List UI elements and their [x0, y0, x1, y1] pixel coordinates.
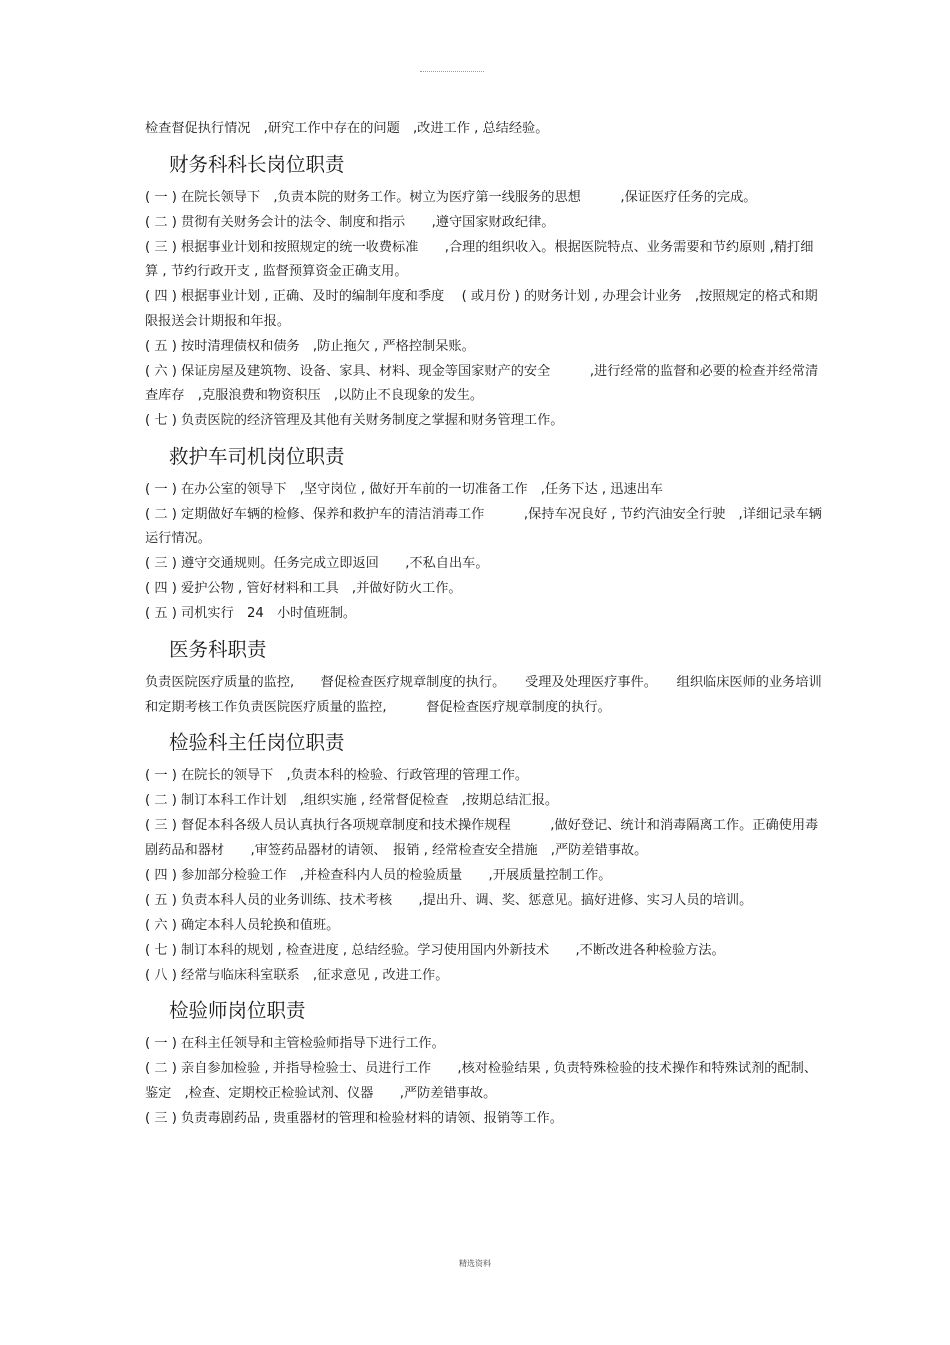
duty-item: ( 五 ) 司机实行 24 小时值班制。 — [145, 606, 357, 622]
duty-item: ( 八 ) 经常与临床科室联系 ,征求意见 , 改进工作。 — [145, 967, 449, 983]
duty-item: ( 五 ) 按时清理债权和债务 ,防止拖欠 , 严格控制呆账。 — [145, 338, 475, 354]
duty-item: ( 二 ) 贯彻有关财务会计的法令、制度和指示 ,遵守国家财政纪律。 — [145, 214, 555, 230]
section-medical-affairs — [145, 637, 825, 720]
section-finance-chief — [145, 152, 825, 434]
document-body — [145, 117, 825, 1132]
duty-item: ( 七 ) 负责医院的经济管理及其他有关财务制度之掌握和财务管理工作。 — [145, 413, 564, 429]
header-rule — [420, 71, 484, 72]
duty-item: ( 二 ) 亲自参加检验 , 并指导检验士、员进行工作 ,核对检验结果 , 负责特殊检验的技术操作和特殊试剂的配制、鉴定 ,检查、定期校正检验试剂、仪器 ,严防差错事故。 — [145, 1061, 818, 1101]
duty-item: ( 一 ) 在院长领导下 ,负责本院的财务工作。树立为医疗第一线服务的思想 ,保证医疗任务的完成。 — [145, 189, 757, 205]
intro-paragraph: 检查督促执行情况 ,研究工作中存在的问题 ,改进工作 , 总结经验。 — [145, 121, 549, 136]
section-ambulance-driver — [145, 444, 825, 627]
duty-item: ( 六 ) 保证房屋及建筑物、设备、家具、材料、现金等国家财产的安全 ,进行经常的监督和必要的检查并经常清查库存 ,克服浪费和物资积压 ,以防止不良现象的发生。 — [145, 363, 819, 404]
section-lab-technician — [145, 998, 825, 1131]
duty-item: ( 一 ) 在办公室的领导下 ,坚守岗位 , 做好开车前的一切准备工作 ,任务下达 , 迅速出车 — [145, 481, 663, 497]
duty-item: ( 三 ) 督促本科各级人员认真执行各项规章制度和技术操作规程 ,做好登记、统计和消毒隔离工作。正确使用毒剧药品和器材 ,审签药品器材的请领、 报销 , 经常检查安全措施 ,严防差错事故。 — [145, 818, 819, 858]
section-title: 检验科主任岗位职责 — [169, 731, 345, 755]
duty-item: ( 三 ) 遵守交通规则。任务完成立即返回 ,不私自出车。 — [145, 556, 489, 572]
duty-paragraph: 负责医院医疗质量的监控, 督促检查医疗规章制度的执行。 受理及处理医疗事件。 组织临床医师的业务培训和定期考核工作负责医院医疗质量的监控, 督促检查医疗规章制度的执行。 — [145, 675, 822, 715]
duty-item: ( 五 ) 负责本科人员的业务训练、技术考核 ,提出升、调、奖、惩意见。搞好进修、实习人员的培训。 — [145, 892, 753, 908]
duty-item: ( 四 ) 参加部分检验工作 ,并检查科内人员的检验质量 ,开展质量控制工作。 — [145, 867, 612, 883]
section-title: 检验师岗位职责 — [169, 999, 306, 1023]
page-footer: 精选资料 — [459, 1259, 491, 1268]
duty-item: ( 一 ) 在院长的领导下 ,负责本科的检验、行政管理的管理工作。 — [145, 768, 529, 784]
section-title: 救护车司机岗位职责 — [169, 444, 345, 468]
duty-item: ( 四 ) 爱护公物 , 管好材料和工具 ,并做好防火工作。 — [145, 581, 462, 597]
section-lab-director — [145, 730, 825, 988]
section-title: 医务科职责 — [169, 638, 267, 661]
duty-item: ( 三 ) 根据事业计划和按照规定的统一收费标准 ,合理的组织收入。根据医院特点、业务需要和节约原则 ,精打细算 , 节约行政开支 , 监督预算资金正确支用。 — [145, 239, 814, 280]
duty-item: ( 二 ) 制订本科工作计划 ,组织实施 , 经常督促检查 ,按期总结汇报。 — [145, 793, 559, 809]
duty-item: ( 一 ) 在科主任领导和主管检验师指导下进行工作。 — [145, 1036, 445, 1052]
section-title: 财务科科长岗位职责 — [169, 152, 345, 176]
duty-item: ( 三 ) 负责毒剧药品 , 贵重器材的管理和检验材料的请领、报销等工作。 — [145, 1110, 563, 1126]
duty-item: ( 七 ) 制订本科的规划 , 检查进度 , 总结经验。学习使用国内外新技术 ,不断改进各种检验方法。 — [145, 942, 725, 958]
duty-item: ( 六 ) 确定本科人员轮换和值班。 — [145, 917, 340, 933]
duty-item: ( 四 ) 根据事业计划 , 正确、及时的编制年度和季度 ( 或月份 ) 的财务计划 , 办理会计业务 ,按照规定的格式和期限报送会计期报和年报。 — [145, 289, 818, 329]
duty-item: ( 二 ) 定期做好车辆的检修、保养和救护车的清洁消毒工作 ,保持车况良好 , 节约汽油安全行驶 ,详细记录车辆运行情况。 — [145, 506, 822, 547]
